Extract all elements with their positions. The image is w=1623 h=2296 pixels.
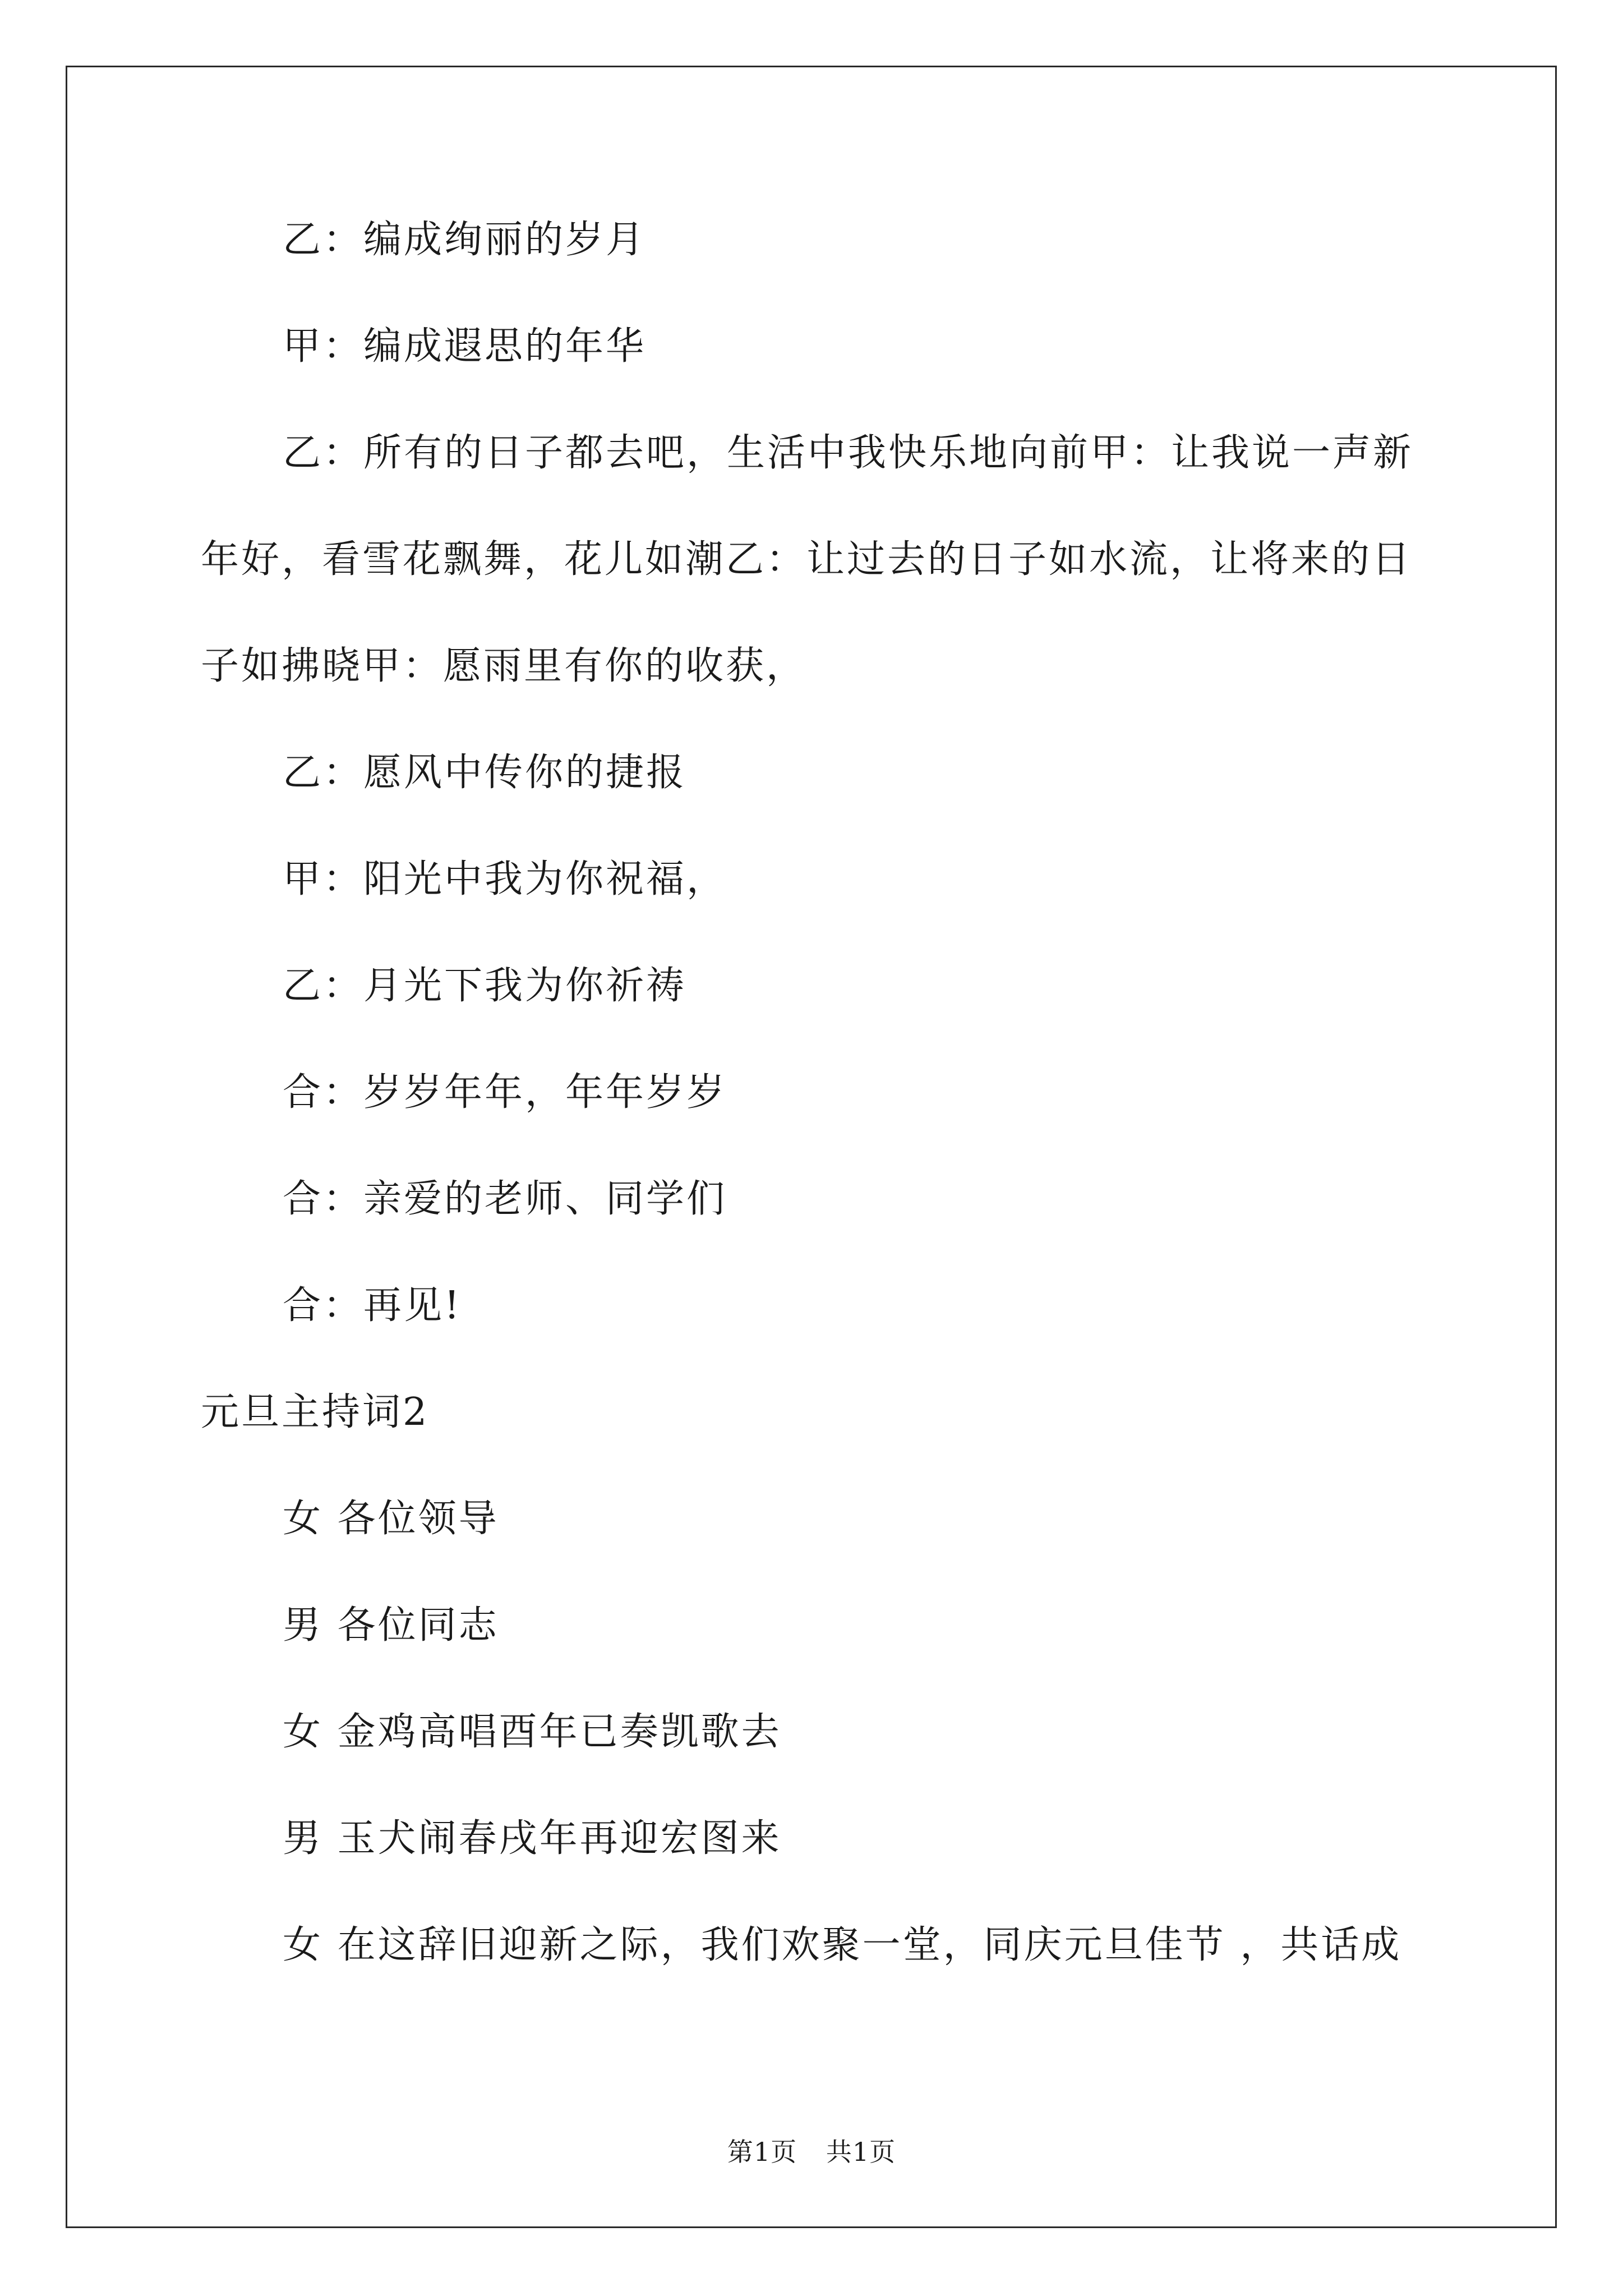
paragraph: 乙：愿风中传你的捷报 bbox=[283, 751, 687, 795]
paragraph: 乙：编成绚丽的岁月 bbox=[283, 218, 647, 262]
paragraph: 乙：所有的日子都去吧，生活中我快乐地向前甲：让我说一声新 bbox=[283, 431, 1414, 475]
paragraph: 合：岁岁年年，年年岁岁 bbox=[283, 1070, 727, 1115]
page-total: 共1页 bbox=[826, 2137, 896, 2167]
page-number: 第1页 bbox=[727, 2137, 797, 2167]
paragraph: 女 金鸡高唱酉年已奏凯歌去 bbox=[283, 1710, 782, 1754]
paragraph: 合：再见! bbox=[283, 1283, 462, 1328]
paragraph: 男 玉犬闹春戌年再迎宏图来 bbox=[283, 1816, 782, 1861]
document-body bbox=[201, 213, 1429, 1972]
paragraph: 甲：编成遐思的年华 bbox=[283, 324, 647, 369]
paragraph: 甲：阳光中我为你祝福， bbox=[283, 857, 727, 901]
paragraph-continuation: 子如拂晓甲：愿雨里有你的收获， bbox=[201, 644, 807, 688]
paragraph: 乙：月光下我为你祈祷 bbox=[283, 964, 687, 1008]
section-heading: 元旦主持词2 bbox=[201, 1390, 430, 1434]
paragraph: 男 各位同志 bbox=[283, 1603, 499, 1648]
paragraph: 女 在这辞旧迎新之际，我们欢聚一堂，同庆元旦佳节 ，共话成 bbox=[283, 1923, 1402, 1967]
paragraph-continuation: 年好，看雪花飘舞，花儿如潮乙：让过去的日子如水流，让将来的日 bbox=[201, 537, 1413, 582]
paragraph: 合：亲爱的老师、同学们 bbox=[283, 1177, 727, 1221]
page-footer bbox=[0, 2132, 1623, 2169]
paragraph: 女 各位领导 bbox=[283, 1497, 499, 1541]
